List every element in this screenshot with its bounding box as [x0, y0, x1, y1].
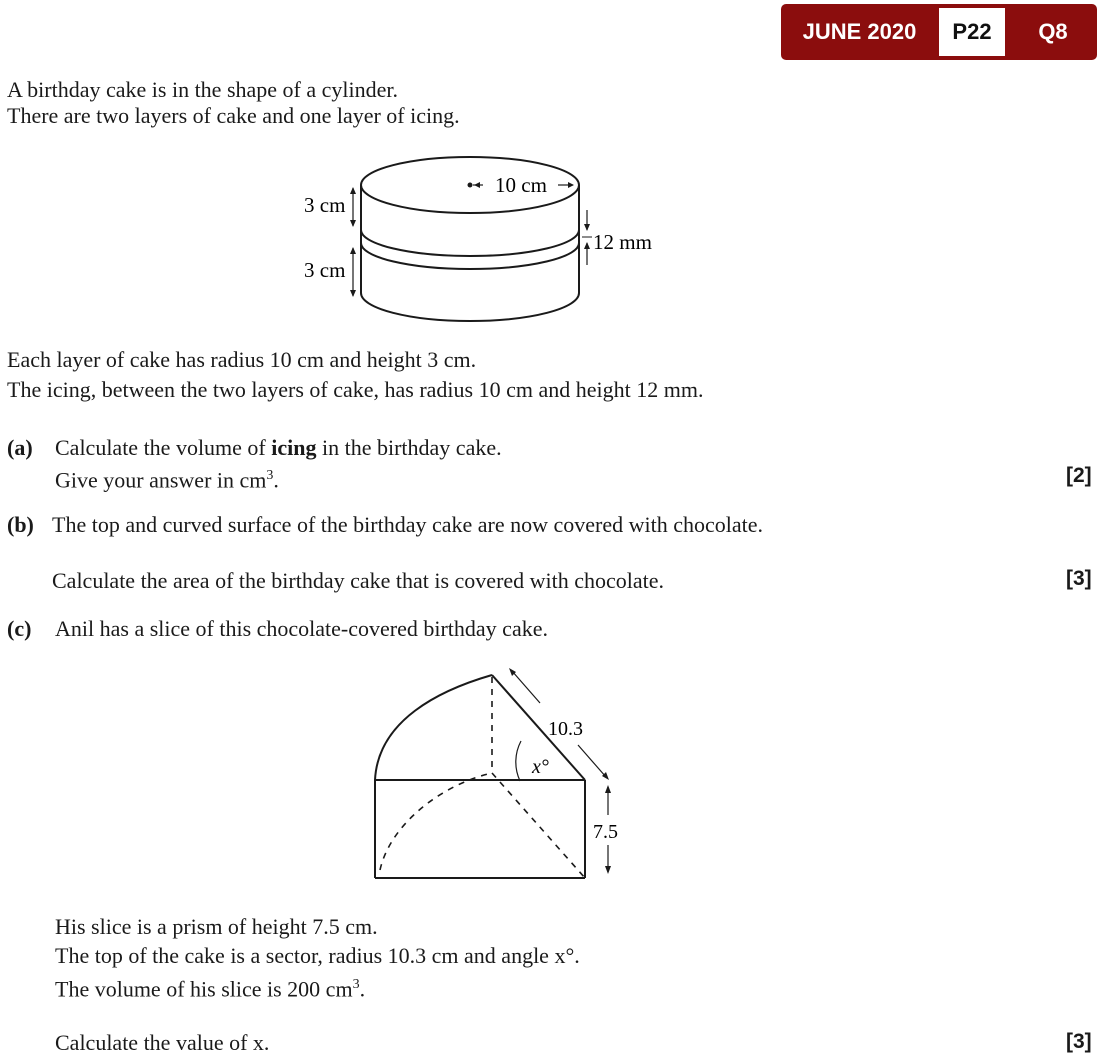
radius-label: 10 cm [495, 173, 547, 197]
angle-label: x° [532, 756, 549, 778]
question-number-label: Q8 [1038, 19, 1068, 44]
top-layer-height-label: 3 cm [304, 193, 346, 217]
part-c-line-3: The top of the cake is a sector, radius 10.3 cm and angle x°. [55, 943, 580, 968]
cake-centre-dot [468, 183, 473, 188]
part-a-line-1: Calculate the volume of icing in the birthday cake. [55, 435, 502, 460]
question-reference-badge [781, 4, 1097, 60]
hidden-bottom-arc [380, 773, 492, 870]
angle-arc [516, 741, 521, 781]
part-a-label: (a) [7, 435, 33, 460]
exam-session-label: JUNE 2020 [802, 19, 917, 44]
height-label: 7.5 [593, 821, 618, 843]
part-b-marks: [3] [1066, 567, 1092, 590]
part-c-line-1: Anil has a slice of this chocolate-covered birthday cake. [55, 616, 548, 641]
icing-height-label: 12 mm [593, 230, 652, 254]
icing-emphasis: icing [271, 435, 317, 460]
part-a-line-2: Give your answer in $cm^3$. [55, 467, 279, 493]
part-b-label: (b) [7, 512, 34, 537]
hidden-straight-edge [492, 773, 585, 878]
description-line-1: Each layer of cake has radius 10 cm and height 3 cm. [7, 347, 477, 372]
part-a-marks: [2] [1066, 464, 1092, 487]
description-line-2: The icing, between the two layers of cake, has radius 10 cm and height 12 mm. [7, 377, 704, 402]
bottom-layer-height-label: 3 cm [304, 258, 346, 282]
icing-top-arc [361, 230, 579, 256]
part-c-line-5: Calculate the value of x. [55, 1030, 270, 1055]
part-c-marks: [3] [1066, 1030, 1092, 1053]
edge-length-label: 10.3 [548, 718, 583, 740]
part-c-label: (c) [7, 616, 32, 641]
part-c-line-4: The volume of his slice is 200 $cm^3$. [55, 976, 366, 1002]
cake-bottom-arc [361, 293, 579, 321]
slice-top-arc [375, 675, 492, 780]
cake-slice-diagram [360, 665, 640, 890]
part-b-line-2: Calculate the area of the birthday cake that is covered with chocolate. [52, 568, 665, 593]
part-c-line-2: His slice is a prism of height 7.5 cm. [55, 914, 378, 939]
part-b-line-1: The top and curved surface of the birthday cake are now covered with chocolate. [52, 512, 764, 537]
cake-cylinder-diagram [290, 150, 670, 330]
paper-code-label: P22 [939, 8, 1005, 56]
intro-line-2: There are two layers of cake and one layer of icing. [7, 103, 460, 128]
intro-line-1: A birthday cake is in the shape of a cylinder. [7, 77, 398, 102]
